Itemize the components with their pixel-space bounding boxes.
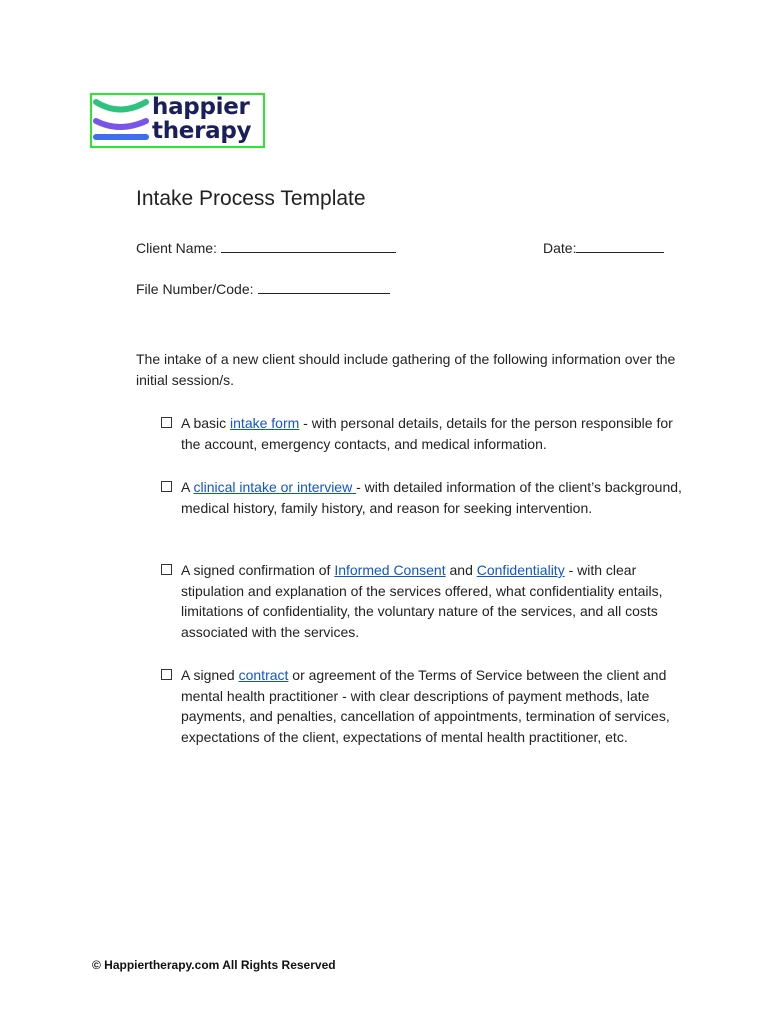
date-field <box>543 239 664 256</box>
checkbox[interactable] <box>161 669 172 680</box>
client-name-label: Client Name: <box>136 240 217 256</box>
checkbox[interactable] <box>161 417 172 428</box>
footer-copyright: © Happiertherapy.com All Rights Reserved <box>92 958 336 972</box>
happier-therapy-logo <box>90 93 265 148</box>
checklist-item-intake-form: A basic intake form - with personal details, details for the person responsible for the account, emergency contacts, and medical information. <box>161 413 686 454</box>
logo-wordmark <box>152 95 251 143</box>
checklist-item-clinical-intake: A clinical intake or interview - with detailed information of the client’s background, medical history, family history, and reason for seeking intervention. <box>161 477 686 518</box>
date-label: Date: <box>543 240 577 256</box>
logo-line-1: happier <box>152 94 250 120</box>
intro-paragraph: The intake of a new client should include gathering of the following information over the initial session/s. <box>136 351 676 388</box>
intake-form-link[interactable]: intake form <box>230 415 300 431</box>
page-title: Intake Process Template <box>136 187 366 210</box>
checkbox[interactable] <box>161 481 172 492</box>
logo-waves-icon <box>92 95 152 147</box>
client-name-blank[interactable] <box>221 239 396 253</box>
informed-consent-link[interactable]: Informed Consent <box>334 562 446 578</box>
clinical-intake-link[interactable]: clinical intake or interview <box>193 479 357 495</box>
confidentiality-link[interactable]: Confidentiality <box>476 562 565 578</box>
file-number-label: File Number/Code: <box>136 281 254 297</box>
file-number-blank[interactable] <box>258 280 390 294</box>
client-name-field <box>136 239 396 256</box>
checkbox[interactable] <box>161 564 172 575</box>
contract-link[interactable]: contract <box>238 667 289 683</box>
checklist-item-contract: A signed contract or agreement of the Terms of Service between the client and mental health practitioner - with clear descriptions of payment methods, late payments, and penalties, cancellation of appointments, termination of services, expectations of the client, expectations of mental health practitioner, etc. <box>161 665 686 748</box>
file-number-field <box>136 280 390 297</box>
checklist-item-consent: A signed confirmation of Informed Consent and Confidentiality - with clear stipulation and explanation of the services offered, what confidentiality entails, limitations of confidentiality, the voluntary nature of the services, and all costs associated with the services. <box>161 560 686 643</box>
date-blank[interactable] <box>576 239 664 253</box>
logo-line-2: therapy <box>152 118 252 144</box>
